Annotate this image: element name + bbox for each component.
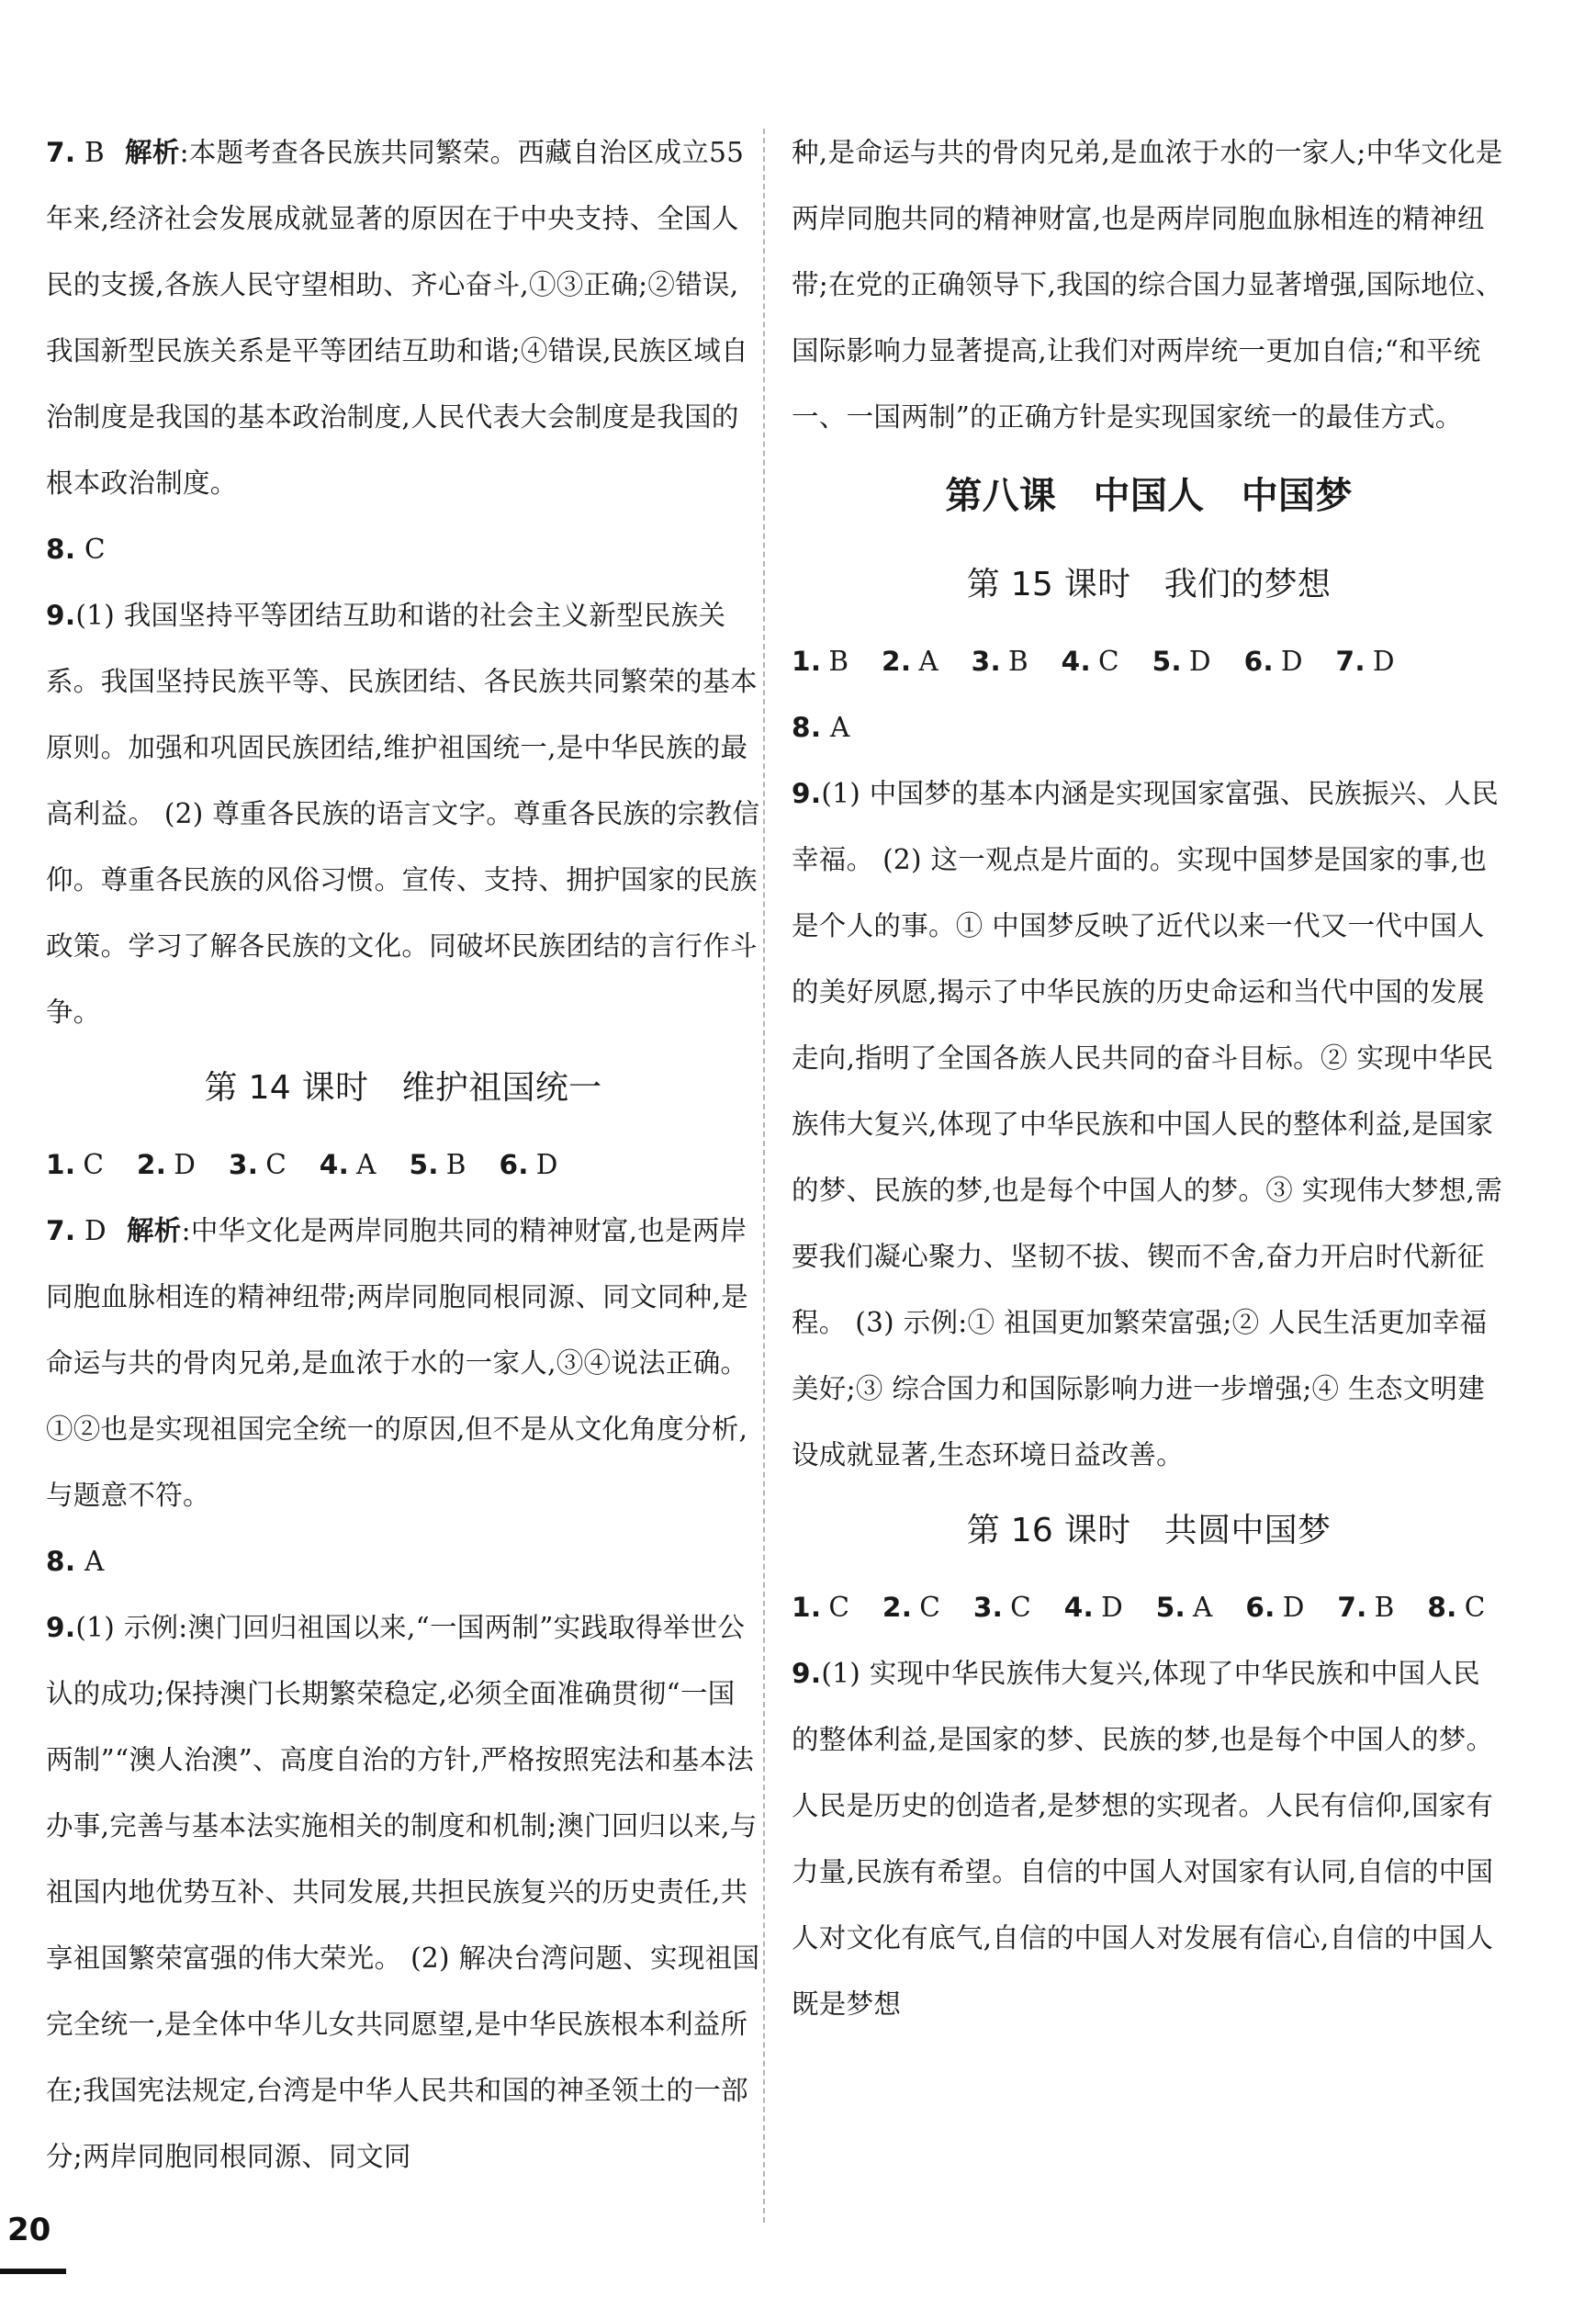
answer-7: 7. B <box>1337 1592 1395 1623</box>
lesson-15-title: 第 15 课时 我们的梦想 <box>966 566 1332 603</box>
page-number: 20 <box>7 2212 51 2248</box>
left-column <box>46 119 760 2190</box>
lesson-14-answer-8 <box>46 1528 760 1594</box>
question-number: 9. <box>46 1612 76 1643</box>
analysis-text: :中华文化是两岸同胞共同的精神财富,也是两岸同胞血脉相连的精神纽带;两岸同胞同根同源、同文同种,是命运与共的骨肉兄弟,是血浓于水的一家人,③④说法正确。①②也是实现祖国完全统一的原因,但不是从文化角度分析,与题意不符。 <box>46 1215 748 1511</box>
answer-text: (1) 我国坚持平等团结互助和谐的社会主义新型民族关系。我国坚持民族平等、民族团结、各民族共同繁荣的基本原则。加强和巩固民族团结,维护祖国统一,是中华民族的最高利益。 (2) 尊重各民族的语言文字。尊重各民族的宗教信仰。尊重各民族的风俗习惯。宣传、支持、拥护国家的民族政策。学习了解各民族的文化。同破坏民族团结的言行作斗争。 <box>46 600 760 1028</box>
answer-6: 6. D <box>499 1149 558 1180</box>
answer-choice: C <box>84 534 106 565</box>
question-number: 8. <box>46 534 76 565</box>
analysis-label: 解析 <box>126 1215 182 1246</box>
answer-choice: A <box>84 1546 105 1577</box>
answer-1: 1. C <box>792 1592 850 1623</box>
answer-text: (1) 中国梦的基本内涵是实现国家富强、民族振兴、人民幸福。 (2) 这一观点是片面的。实现中国梦是国家的事,也是个人的事。① 中国梦反映了近代以来一代又一代中国人的美好夙愿,揭示了中华民族的历史命运和当代中国的发展走向,指明了全国各族人民共同的奋斗目标。② 实现中华民族伟大复兴,体现了中华民族和中国人民的整体利益,是国家的梦、民族的梦,也是每个中国人的梦。③ 实现伟大梦想,需要我们凝心聚力、坚韧不拔、锲而不舍,奋力开启时代新征程。 (3) 示例:① 祖国更加繁荣富强;② 人民生活更加幸福美好;③ 综合国力和国际影响力进一步增强;④ 生态文明建设成就显著,生态环境日益改善。 <box>792 778 1503 1470</box>
answer-6: 6. D <box>1245 1592 1305 1623</box>
answer-6: 6. D <box>1243 646 1303 677</box>
answer-2: 2. A <box>882 646 938 677</box>
question-number: 9. <box>792 1658 822 1689</box>
lesson-16-answers <box>792 1574 1506 1640</box>
answer-choice: D <box>84 1215 107 1246</box>
lesson-14-answer-7 <box>46 1198 760 1528</box>
question-number: 9. <box>792 778 822 809</box>
answer-3: 3. C <box>228 1149 287 1180</box>
answer-8 <box>46 516 760 582</box>
answer-2: 2. D <box>136 1149 197 1180</box>
answer-4: 4. C <box>1061 646 1119 677</box>
answer-1: 1. B <box>792 646 849 677</box>
column-divider <box>763 129 765 2223</box>
answer-5: 5. A <box>1155 1592 1213 1623</box>
answer-text: (1) 示例:澳门回归祖国以来,“一国两制”实践取得举世公认的成功;保持澳门长期繁荣稳定,必须全面准确贯彻“一国两制”“澳人治澳”、高度自治的方针,严格按照宪法和基本法办事,完善与基本法实施相关的制度和机制;澳门回归以来,与祖国内地优势互补、共同发展,共担民族复兴的历史责任,共享祖国繁荣富强的伟大荣光。 (2) 解决台湾问题、实现祖国完全统一,是全体中华儿女共同愿望,是中华民族根本利益所在;我国宪法规定,台湾是中华人民共和国的神圣领土的一部分;两岸同胞同根同源、同文同 <box>46 1612 760 2172</box>
answer-text: (1) 实现中华民族伟大复兴,体现了中华民族和中国人民的整体利益,是国家的梦、民族的梦,也是每个中国人的梦。人民是历史的创造者,是梦想的实现者。人民有信仰,国家有力量,民族有希望。自信的中国人对国家有认同,自信的中国人对文化有底气,自信的中国人对发展有信心,自信的中国人既是梦想 <box>792 1658 1494 2020</box>
lesson-16-title: 第 16 课时 共圆中国梦 <box>966 1512 1332 1549</box>
right-column <box>792 119 1506 2037</box>
answer-3: 3. B <box>971 646 1028 677</box>
lesson-15-answer-9 <box>792 760 1506 1488</box>
page-number-underline <box>0 2269 66 2274</box>
lesson-14-answers <box>46 1132 760 1198</box>
lesson-15-answers <box>792 628 1506 694</box>
answer-5: 5. B <box>409 1149 466 1180</box>
answer-5: 5. D <box>1152 646 1211 677</box>
answer-3: 3. C <box>972 1592 1032 1623</box>
answer-choice: B <box>84 137 106 168</box>
answer-4: 4. D <box>1063 1592 1124 1623</box>
answer-7: 7. D <box>1335 646 1395 677</box>
answer-7 <box>46 119 760 516</box>
answer-8: 8. C <box>1427 1592 1486 1623</box>
answer-4: 4. A <box>319 1149 377 1180</box>
question-number: 9. <box>46 600 76 631</box>
analysis-label: 解析 <box>125 137 180 168</box>
unit-8-title: 第八课 中国人 中国梦 <box>945 475 1353 517</box>
answer-choice: A <box>830 712 850 743</box>
answer-1: 1. C <box>46 1149 105 1180</box>
continued-answer-text: 种,是命运与共的骨肉兄弟,是血浓于水的一家人;中华文化是两岸同胞共同的精神财富,也是两岸同胞血脉相连的精神纽带;在党的正确领导下,我国的综合国力显著增强,国际地位、国际影响力显著提高,让我们对两岸统一更加自信;“和平统一、一国两制”的正确方针是实现国家统一的最佳方式。 <box>792 137 1503 433</box>
question-number: 8. <box>792 712 822 743</box>
analysis-text: :本题考查各民族共同繁荣。西藏自治区成立55年来,经济社会发展成就显著的原因在于中央支持、全国人民的支援,各族人民守望相助、齐心奋斗,①③正确;②错误,我国新型民族关系是平等团结互助和谐;④错误,民族区域自治制度是我国的基本政治制度,人民代表大会制度是我国的根本政治制度。 <box>46 137 748 499</box>
lesson-15-answer-8 <box>792 694 1506 760</box>
lesson-16-answer-9 <box>792 1640 1506 2037</box>
answer-2: 2. C <box>882 1592 941 1623</box>
lesson-14-title: 第 14 课时 维护祖国统一 <box>204 1069 602 1107</box>
answer-9 <box>46 582 760 1045</box>
question-number: 7. <box>46 137 76 168</box>
lesson-14-answer-9 <box>46 1594 760 2190</box>
question-number: 7. <box>46 1215 76 1246</box>
question-number: 8. <box>46 1546 76 1577</box>
